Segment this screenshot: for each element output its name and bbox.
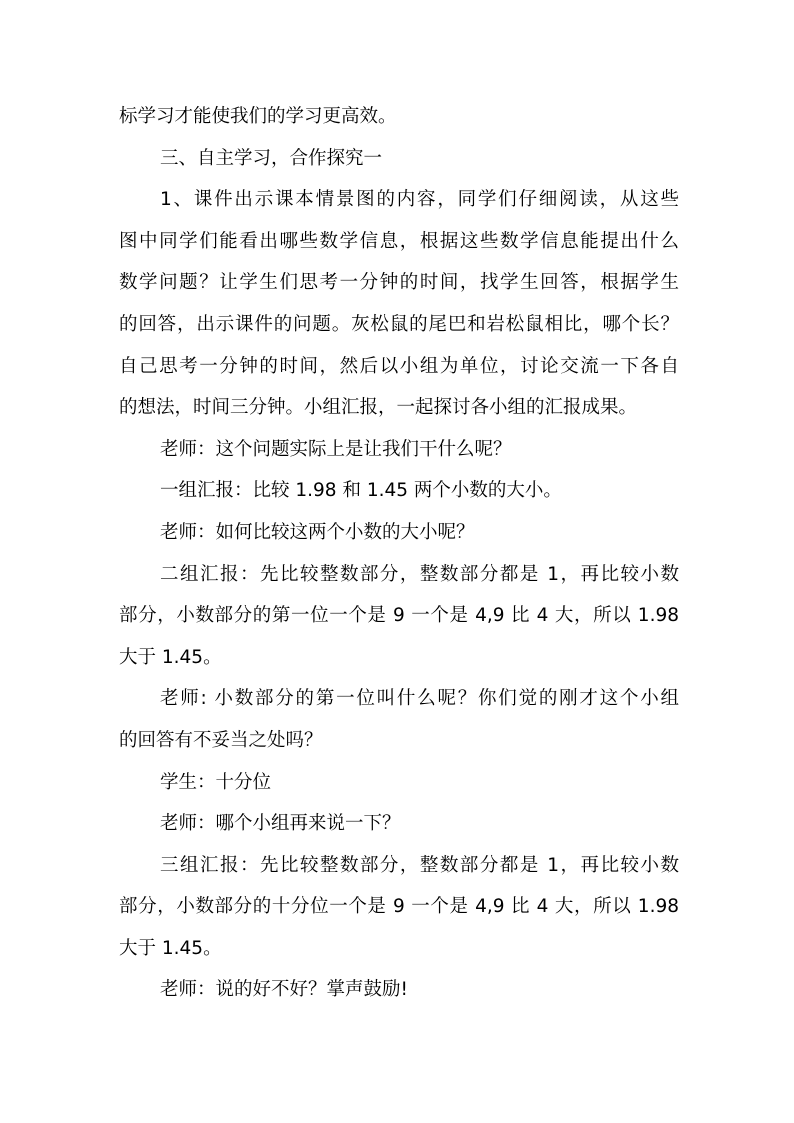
paragraph-line: 1、课件出示课本情景图的内容，同学们仔细阅读，从这些 — [160, 189, 679, 211]
dialogue-line: 学生：十分位 — [160, 771, 272, 793]
paragraph-line: 的想法，时间三分钟。小组汇报，一起探讨各小组的汇报成果。 — [119, 397, 638, 419]
dialogue-line: 老师：说的好不好？掌声鼓励! — [160, 979, 408, 1001]
dialogue-line: 部分，小数部分的十分位一个是 9 一个是 4,9 比 4 大，所以 1.98 — [119, 896, 679, 918]
dialogue-line: 三组汇报：先比较整数部分，整数部分都是 1，再比较小数 — [160, 854, 679, 876]
dialogue-line: 一组汇报：比较 1.98 和 1.45 两个小数的大小。 — [160, 480, 562, 502]
body-text — [119, 96, 679, 1011]
dialogue-line: 部分，小数部分的第一位一个是 9 一个是 4,9 比 4 大，所以 1.98 — [119, 605, 679, 627]
paragraph-line: 数学问题？让学生们思考一分钟的时间，找学生回答，根据学生 — [119, 272, 679, 294]
dialogue-line: 老师：这个问题实际上是让我们干什么呢？ — [160, 438, 512, 460]
dialogue-line: 大于 1.45。 — [119, 937, 222, 959]
dialogue-line: 老师：哪个小组再来说一下？ — [160, 813, 401, 835]
paragraph-line: 图中同学们能看出哪些数学信息，根据这些数学信息能提出什么 — [119, 230, 679, 252]
dialogue-line: 二组汇报：先比较整数部分，整数部分都是 1，再比较小数 — [160, 563, 679, 585]
dialogue-line: 的回答有不妥当之处吗？ — [119, 729, 323, 751]
dialogue-line: 大于 1.45。 — [119, 646, 222, 668]
paragraph-line: 标学习才能使我们的学习更高效。 — [119, 106, 397, 127]
paragraph-line: 的回答，出示课件的问题。灰松鼠的尾巴和岩松鼠相比，哪个长？ — [119, 313, 679, 335]
paragraph-line: 自己思考一分钟的时间，然后以小组为单位，讨论交流一下各自 — [119, 355, 679, 377]
dialogue-line: 老师：如何比较这两个小数的大小呢？ — [160, 521, 475, 543]
section-heading: 三、自主学习，合作探究一 — [160, 147, 383, 169]
dialogue-line: 老师: 小数部分的第一位叫什么呢？你们觉的刚才这个小组 — [160, 688, 679, 710]
